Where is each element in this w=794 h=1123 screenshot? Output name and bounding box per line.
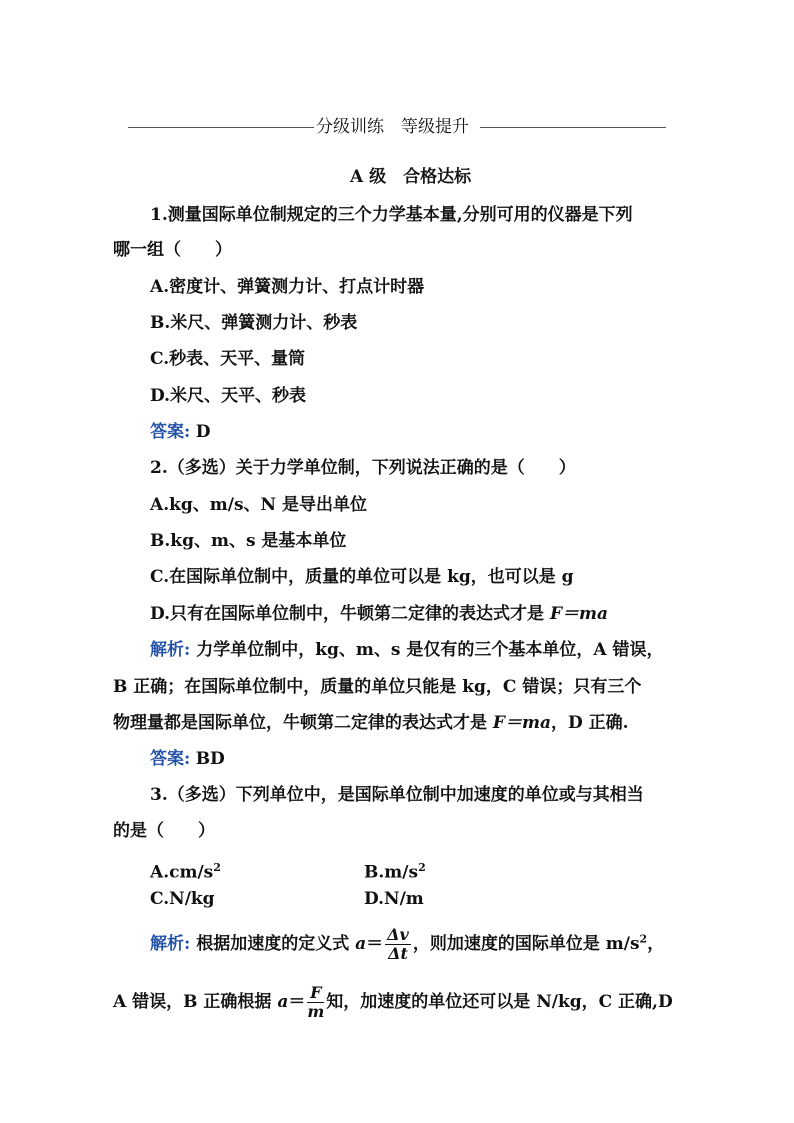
q3-analysis-label: 解析: xyxy=(150,934,191,954)
q2-analysis-text3-end: ，D 正确. xyxy=(551,713,629,733)
q3-analysis-text1-end: ， xyxy=(647,934,665,954)
q2-answer-value: BD xyxy=(195,749,225,769)
q3-var-a-2: a xyxy=(277,992,289,1012)
q1-option-b: B.米尺、弹簧测力计、秒表 xyxy=(150,313,358,333)
q2-option-d xyxy=(150,603,608,625)
q3-stem-line2: 的是（ ） xyxy=(113,821,215,841)
q1-answer-value: D xyxy=(195,422,211,442)
q1-stem-line1: 1.测量国际单位制规定的三个力学基本量,分别可用的仪器是下列 xyxy=(150,205,633,225)
q2-analysis-line1 xyxy=(150,639,663,661)
q3-option-b xyxy=(364,857,426,884)
page-header xyxy=(0,116,794,138)
q3-option-a-text: A.cm/s xyxy=(150,862,214,883)
q3-analysis-text1-post: ，则加速度的国际单位是 m/s xyxy=(412,934,640,954)
q3-analysis-line2 xyxy=(113,980,673,1024)
q3-fraction-2-den: m xyxy=(307,1002,325,1021)
q3-option-a xyxy=(150,857,221,884)
q1-option-a: A.密度计、弹簧测力计、打点计时器 xyxy=(150,277,425,297)
q2-analysis-label: 解析: xyxy=(150,640,191,660)
q3-analysis-sup: 2 xyxy=(639,932,648,946)
q2-answer-label: 答案: xyxy=(150,749,191,769)
q2-answer xyxy=(150,748,225,770)
q3-fraction-2-num: F xyxy=(307,984,324,1003)
q2-option-d-text: D.只有在国际单位制中，牛顿第二定律的表达式才是 xyxy=(150,604,550,624)
q2-stem: 2.（多选）关于力学单位制，下列说法正确的是（ ） xyxy=(150,458,576,478)
q3-analysis-text1: 根据加速度的定义式 xyxy=(190,934,356,954)
q3-equals: ＝ xyxy=(366,934,384,954)
header-rule-right xyxy=(480,127,666,128)
q2-analysis-line3 xyxy=(113,712,629,734)
q1-answer-label: 答案: xyxy=(150,422,191,442)
section-title: A 级 合格达标 xyxy=(350,167,472,187)
q3-option-c: C.N/kg xyxy=(150,889,215,909)
q3-equals-2: ＝ xyxy=(288,992,306,1012)
q1-option-c: C.秒表、天平、量筒 xyxy=(150,349,306,369)
q3-analysis-line1 xyxy=(150,922,664,966)
q1-option-d: D.米尺、天平、秒表 xyxy=(150,386,307,406)
q1-answer xyxy=(150,421,210,443)
q3-var-a: a xyxy=(355,934,367,954)
q3-fraction-1 xyxy=(385,926,411,963)
q2-option-d-formula: F＝ma xyxy=(549,604,609,624)
q3-option-b-text: B.m/s xyxy=(364,862,419,883)
q3-stem-line1: 3.（多选）下列单位中，是国际单位制中加速度的单位或与其相当 xyxy=(150,785,644,805)
q2-analysis-text1: 力学单位制中，kg、m、s 是仅有的三个基本单位，A 错误， xyxy=(190,640,664,660)
q1-stem-line2: 哪一组（ ） xyxy=(113,240,232,260)
q3-analysis-text2-post: 知，加速度的单位还可以是 N/kg，C 正确,D xyxy=(326,992,673,1012)
header-rule-left xyxy=(128,127,314,128)
q2-analysis-line2: B 正确；在国际单位制中，质量的单位只能是 kg，C 错误；只有三个 xyxy=(113,677,642,697)
q3-option-b-sup: 2 xyxy=(418,861,426,874)
q2-option-b: B.kg、m、s 是基本单位 xyxy=(150,531,347,551)
q3-fraction-1-num: Δv xyxy=(387,925,409,944)
q2-option-a: A.kg、m/s、N 是导出单位 xyxy=(150,495,367,515)
header-title: 分级训练 等级提升 xyxy=(316,117,469,137)
q3-option-a-sup: 2 xyxy=(213,861,221,874)
q3-analysis-text2: A 错误，B 正确根据 xyxy=(113,992,278,1012)
q3-fraction-1-den: Δt xyxy=(388,944,408,963)
q2-option-c: C.在国际单位制中，质量的单位可以是 kg，也可以是 g xyxy=(150,567,574,587)
q3-option-d: D.N/m xyxy=(364,889,424,909)
q3-fraction-2 xyxy=(307,984,324,1021)
q2-analysis-text3: 物理量都是国际单位，牛顿第二定律的表达式才是 xyxy=(113,713,493,733)
q2-analysis-formula: F＝ma xyxy=(492,713,551,733)
